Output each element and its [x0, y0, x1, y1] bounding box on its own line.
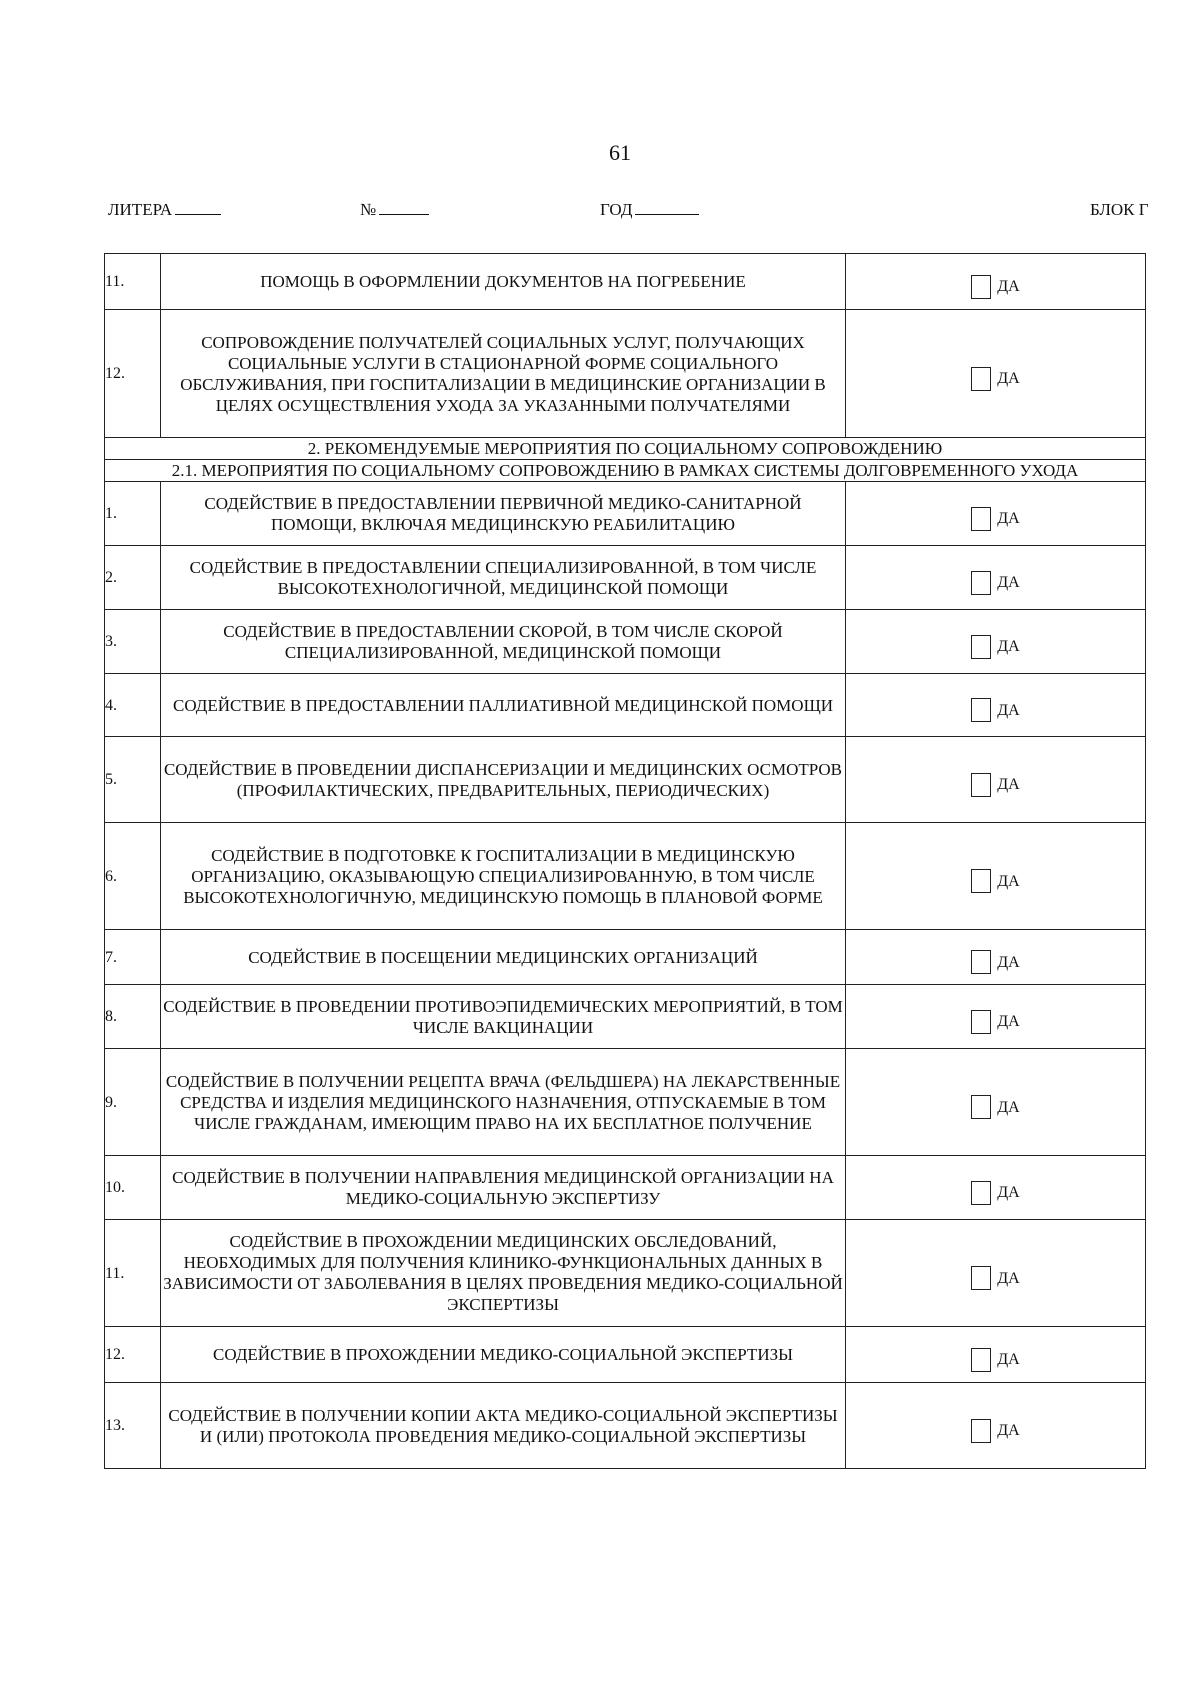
row-number: 13.: [105, 1383, 161, 1469]
checkbox-label: ДА: [997, 278, 1020, 295]
checkbox-option[interactable]: [846, 625, 1145, 659]
checkbox[interactable]: [971, 1095, 991, 1119]
checkbox-option[interactable]: [846, 1171, 1145, 1205]
checkbox-label: ДА: [997, 953, 1020, 971]
row-number: 6.: [105, 823, 161, 930]
table-row: [105, 823, 1146, 930]
row-number: 3.: [105, 610, 161, 674]
table-row: [105, 1156, 1146, 1220]
checkbox[interactable]: [971, 635, 991, 659]
row-text: СОДЕЙСТВИЕ В ПРЕДОСТАВЛЕНИИ ПЕРВИЧНОЙ МЕДИКО-САНИТАРНОЙ ПОМОЩИ, ВКЛЮЧАЯ МЕДИЦИНСКУЮ РЕАБИЛИТАЦИЮ: [161, 482, 846, 546]
checkbox-cell: [846, 1327, 1146, 1383]
checkbox-option[interactable]: [846, 1000, 1145, 1034]
row-number: 12.: [105, 310, 161, 438]
table-row: [105, 1383, 1146, 1469]
checkbox[interactable]: [971, 1419, 991, 1443]
row-text: СОДЕЙСТВИЕ В ПРЕДОСТАВЛЕНИИ ПАЛЛИАТИВНОЙ МЕДИЦИНСКОЙ ПОМОЩИ: [161, 674, 846, 737]
checkbox-label: ДА: [997, 776, 1020, 793]
checkbox-label: ДА: [997, 701, 1020, 719]
table-row: [105, 674, 1146, 737]
checkbox-option[interactable]: [846, 1338, 1145, 1372]
checkbox[interactable]: [971, 367, 991, 391]
row-number: 9.: [105, 1049, 161, 1156]
row-text: СОДЕЙСТВИЕ В ПРОВЕДЕНИИ ДИСПАНСЕРИЗАЦИИ И МЕДИЦИНСКИХ ОСМОТРОВ (ПРОФИЛАКТИЧЕСКИХ, ПРЕДВАРИТЕЛЬНЫХ, ПЕРИОДИЧЕСКИХ): [161, 737, 846, 823]
checkbox[interactable]: [971, 950, 991, 974]
checkbox-label: ДА: [997, 370, 1020, 387]
checkbox-option[interactable]: [846, 859, 1145, 893]
table-row: [105, 985, 1146, 1049]
row-text: СОДЕЙСТВИЕ В ПОСЕЩЕНИИ МЕДИЦИНСКИХ ОРГАНИЗАЦИЙ: [161, 930, 846, 985]
row-number: 11.: [105, 254, 161, 310]
row-text: СОДЕЙСТВИЕ В ПРЕДОСТАВЛЕНИИ СПЕЦИАЛИЗИРОВАННОЙ, В ТОМ ЧИСЛЕ ВЫСОКОТЕХНОЛОГИЧНОЙ, МЕДИЦИНСКОЙ ПОМОЩИ: [161, 546, 846, 610]
top-rows: [105, 254, 1146, 438]
checkbox-label: ДА: [997, 872, 1020, 890]
checkbox-option[interactable]: [846, 561, 1145, 595]
year-label: ГОД: [600, 200, 633, 219]
row-text: СОДЕЙСТВИЕ В ПОЛУЧЕНИИ НАПРАВЛЕНИЯ МЕДИЦИНСКОЙ ОРГАНИЗАЦИИ НА МЕДИКО-СОЦИАЛЬНУЮ ЭКСПЕРТИЗУ: [161, 1156, 846, 1220]
checkbox-cell: [846, 482, 1146, 546]
section-2-row: [105, 438, 1146, 460]
row-text: ПОМОЩЬ В ОФОРМЛЕНИИ ДОКУМЕНТОВ НА ПОГРЕБЕНИЕ: [161, 254, 846, 310]
row-text: СОДЕЙСТВИЕ В ПРОХОЖДЕНИИ МЕДИЦИНСКИХ ОБСЛЕДОВАНИЙ, НЕОБХОДИМЫХ ДЛЯ ПОЛУЧЕНИЯ КЛИНИКО-ФУНКЦИОНАЛЬНЫХ ДАННЫХ В ЗАВИСИМОСТИ ОТ ЗАБОЛЕВАНИЯ В ЦЕЛЯХ ПРОВЕДЕНИЯ МЕДИКО-СОЦИАЛЬНОЙ ЭКСПЕРТИЗЫ: [161, 1220, 846, 1327]
checkbox-option[interactable]: [846, 940, 1145, 974]
checkbox-cell: [846, 985, 1146, 1049]
checkbox-label: ДА: [997, 1184, 1020, 1201]
row-text: СОДЕЙСТВИЕ В ПОЛУЧЕНИИ КОПИИ АКТА МЕДИКО-СОЦИАЛЬНОЙ ЭКСПЕРТИЗЫ И (ИЛИ) ПРОТОКОЛА ПРОВЕДЕНИЯ МЕДИКО-СОЦИАЛЬНОЙ ЭКСПЕРТИЗЫ: [161, 1383, 846, 1469]
checkbox[interactable]: [971, 869, 991, 893]
checkbox-label: ДА: [997, 1098, 1020, 1116]
row-text: СОДЕЙСТВИЕ В ПРОВЕДЕНИИ ПРОТИВОЭПИДЕМИЧЕСКИХ МЕРОПРИЯТИЙ, В ТОМ ЧИСЛЕ ВАКЦИНАЦИИ: [161, 985, 846, 1049]
section-2-title: 2. РЕКОМЕНДУЕМЫЕ МЕРОПРИЯТИЯ ПО СОЦИАЛЬНОМУ СОПРОВОЖДЕНИЮ: [105, 438, 1146, 460]
section-rows: [105, 482, 1146, 1469]
table-row: [105, 254, 1146, 310]
checkbox-label: ДА: [997, 510, 1020, 527]
checkbox[interactable]: [971, 275, 991, 299]
table-row: [105, 546, 1146, 610]
checkbox-label: ДА: [997, 1269, 1020, 1287]
row-number: 7.: [105, 930, 161, 985]
checkbox-cell: [846, 1383, 1146, 1469]
number-blank[interactable]: [379, 200, 429, 215]
measures-table: [104, 253, 1146, 1469]
checkbox-cell: [846, 1220, 1146, 1327]
checkbox-cell: [846, 823, 1146, 930]
row-number: 2.: [105, 546, 161, 610]
number-label: №: [360, 200, 377, 219]
checkbox-label: ДА: [997, 574, 1020, 591]
row-text: СОДЕЙСТВИЕ В ПРЕДОСТАВЛЕНИИ СКОРОЙ, В ТОМ ЧИСЛЕ СКОРОЙ СПЕЦИАЛИЗИРОВАННОЙ, МЕДИЦИНСКОЙ ПОМОЩИ: [161, 610, 846, 674]
row-text: СОДЕЙСТВИЕ В ПОДГОТОВКЕ К ГОСПИТАЛИЗАЦИИ В МЕДИЦИНСКУЮ ОРГАНИЗАЦИЮ, ОКАЗЫВАЮЩУЮ СПЕЦИАЛИЗИРОВАННУЮ, В ТОМ ЧИСЛЕ ВЫСОКОТЕХНОЛОГИЧНУЮ, МЕДИЦИНСКУЮ ПОМОЩЬ В ПЛАНОВОЙ ФОРМЕ: [161, 823, 846, 930]
row-number: 5.: [105, 737, 161, 823]
checkbox-cell: [846, 546, 1146, 610]
checkbox-option[interactable]: [846, 497, 1145, 531]
row-number: 10.: [105, 1156, 161, 1220]
litera-blank[interactable]: [175, 200, 221, 215]
page-number: 61: [609, 140, 631, 165]
table-row: [105, 930, 1146, 985]
row-number: 1.: [105, 482, 161, 546]
checkbox[interactable]: [971, 773, 991, 797]
checkbox[interactable]: [971, 1266, 991, 1290]
checkbox-cell: [846, 310, 1146, 438]
checkbox-option[interactable]: [846, 688, 1145, 722]
block-label: БЛОК Г: [1090, 200, 1149, 219]
checkbox[interactable]: [971, 1010, 991, 1034]
row-number: 12.: [105, 1327, 161, 1383]
checkbox-label: ДА: [997, 638, 1020, 655]
section-2-1-title: 2.1. МЕРОПРИЯТИЯ ПО СОЦИАЛЬНОМУ СОПРОВОЖДЕНИЮ В РАМКАХ СИСТЕМЫ ДОЛГОВРЕМЕННОГО УХОДА: [105, 460, 1146, 482]
checkbox-option[interactable]: [846, 763, 1145, 797]
row-text: СОДЕЙСТВИЕ В ПОЛУЧЕНИИ РЕЦЕПТА ВРАЧА (ФЕЛЬДШЕРА) НА ЛЕКАРСТВЕННЫЕ СРЕДСТВА И ИЗДЕЛИЯ МЕДИЦИНСКОГО НАЗНАЧЕНИЯ, ОТПУСКАЕМЫЕ В ТОМ ЧИСЛЕ ГРАЖДАНАМ, ИМЕЮЩИМ ПРАВО НА ИХ БЕСПЛАТНОЕ ПОЛУЧЕНИЕ: [161, 1049, 846, 1156]
checkbox-label: ДА: [997, 1351, 1020, 1368]
checkbox[interactable]: [971, 571, 991, 595]
section-2-1-row: [105, 460, 1146, 482]
checkbox-cell: [846, 1049, 1146, 1156]
checkbox-label: ДА: [997, 1013, 1020, 1030]
row-number: 11.: [105, 1220, 161, 1327]
checkbox-cell: [846, 254, 1146, 310]
row-text: СОДЕЙСТВИЕ В ПРОХОЖДЕНИИ МЕДИКО-СОЦИАЛЬНОЙ ЭКСПЕРТИЗЫ: [161, 1327, 846, 1383]
table-row: [105, 737, 1146, 823]
number-field: [360, 200, 429, 220]
row-number: 8.: [105, 985, 161, 1049]
checkbox-option[interactable]: [846, 265, 1145, 299]
checkbox-option[interactable]: [846, 1256, 1145, 1290]
table-row: [105, 1049, 1146, 1156]
year-field: [600, 200, 699, 220]
checkbox-option[interactable]: [846, 1085, 1145, 1119]
checkbox-label: ДА: [997, 1422, 1020, 1439]
checkbox[interactable]: [971, 1181, 991, 1205]
checkbox-cell: [846, 610, 1146, 674]
litera-label: ЛИТЕРА: [108, 200, 173, 219]
checkbox-cell: [846, 737, 1146, 823]
table-row: [105, 310, 1146, 438]
checkbox-cell: [846, 1156, 1146, 1220]
checkbox[interactable]: [971, 507, 991, 531]
row-text: СОПРОВОЖДЕНИЕ ПОЛУЧАТЕЛЕЙ СОЦИАЛЬНЫХ УСЛУГ, ПОЛУЧАЮЩИХ СОЦИАЛЬНЫЕ УСЛУГИ В СТАЦИОНАРНОЙ ФОРМЕ СОЦИАЛЬНОГО ОБСЛУЖИВАНИЯ, ПРИ ГОСПИТАЛИЗАЦИИ В МЕДИЦИНСКИЕ ОРГАНИЗАЦИИ В ЦЕЛЯХ ОСУЩЕСТВЛЕНИЯ УХОДА ЗА УКАЗАННЫМИ ПОЛУЧАТЕЛЯМИ: [161, 310, 846, 438]
litera-field: [108, 200, 221, 220]
table-row: [105, 1327, 1146, 1383]
table-row: [105, 482, 1146, 546]
checkbox-cell: [846, 674, 1146, 737]
checkbox[interactable]: [971, 698, 991, 722]
checkbox-cell: [846, 930, 1146, 985]
section-headers: [105, 438, 1146, 482]
table-row: [105, 1220, 1146, 1327]
checkbox[interactable]: [971, 1348, 991, 1372]
checkbox-option[interactable]: [846, 1409, 1145, 1443]
checkbox-option[interactable]: [846, 357, 1145, 391]
table-row: [105, 610, 1146, 674]
year-blank[interactable]: [635, 200, 699, 215]
row-number: 4.: [105, 674, 161, 737]
